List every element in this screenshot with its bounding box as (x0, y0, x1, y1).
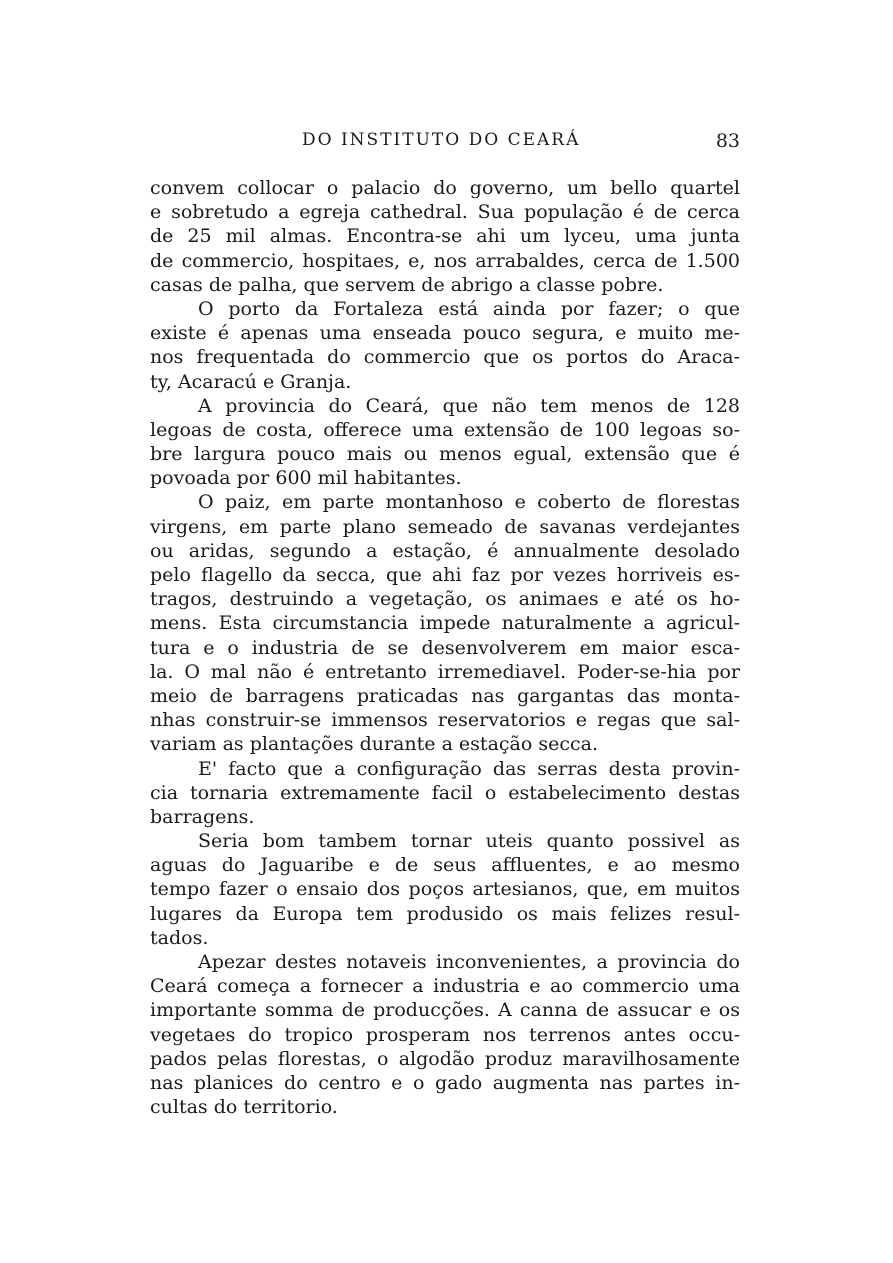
text-line: nhas construir-se immensos reservatorios e regas que sal- (150, 709, 740, 732)
text-line: e sobretudo a egreja cathedral. Sua população é de cerca (150, 201, 740, 224)
text-line: la. O mal não é entretanto irremediavel. Poder-se-hia por (150, 660, 740, 683)
text-line: pados pelas florestas, o algodão produz maravilhosamente (150, 1047, 740, 1070)
text-line: ty, Acaracú e Granja. (150, 370, 352, 393)
text-line: variam as plantações durante a estação secca. (150, 733, 598, 756)
text-line: meio de barragens praticadas nas gargantas das monta- (150, 684, 740, 707)
paragraph (150, 176, 740, 297)
text-line: de 25 mil almas. Encontra-se ahi um lyceu, uma junta (150, 225, 740, 248)
running-head (150, 130, 740, 156)
text-line: A provincia do Ceará, que não tem menos de 128 (198, 394, 740, 417)
text-line: casas de palha, que servem de abrigo a classe pobre. (150, 273, 664, 296)
text-line: O paiz, em parte montanhoso e coberto de florestas (198, 491, 740, 514)
text-line: ou aridas, segundo a estação, é annualmente desolado (150, 539, 740, 562)
text-line: Apezar destes notaveis inconvenientes, a provincia do (198, 951, 740, 973)
text-line: tura e o industria de se desenvolverem em maior esca- (150, 636, 740, 659)
text-line: convem collocar o palacio do governo, um bello quartel (150, 177, 740, 199)
text-line: povoada por 600 mil habitantes. (150, 467, 462, 490)
paragraph (150, 394, 740, 491)
text-line: cultas do territorio. (150, 1096, 338, 1119)
paragraph (150, 829, 740, 950)
text-line: tados. (150, 926, 209, 949)
text-line: Seria bom tambem tornar uteis quanto possivel as (198, 830, 740, 853)
text-line: tragos, destruindo a vegetação, os animaes e até os ho- (150, 588, 740, 611)
page-number: 83 (715, 130, 740, 152)
paragraph (150, 757, 740, 830)
text-line: lugares da Europa tem produsido os mais felizes resul- (150, 902, 740, 925)
text-line: virgens, em parte plano semeado de savanas verdejantes (150, 515, 740, 538)
text-line: nos frequentada do commercio que os portos do Araca- (150, 346, 740, 369)
paragraph (150, 490, 740, 756)
text-line: barragens. (150, 805, 255, 828)
text-line: vegetaes do tropico prosperam nos terrenos antes occu- (150, 1023, 740, 1046)
paragraph (150, 950, 740, 1119)
text-line: pelo flagello da secca, que ahi faz por vezes horriveis es- (150, 564, 740, 586)
text-line: Ceará começa a fornecer a industria e ao commercio uma (150, 975, 740, 998)
text-line: de commercio, hospitaes, e, nos arrabaldes, cerca de 1.500 (150, 249, 740, 272)
text-line: E' facto que a configuração das serras desta provin- (198, 757, 740, 780)
paragraph (150, 297, 740, 394)
text-line: legoas de costa, offerece uma extensão de 100 legoas so- (150, 418, 740, 441)
text-line: bre largura pouco mais ou menos egual, extensão que é (150, 443, 740, 466)
body-text (150, 176, 740, 1119)
running-title: DO INSTITUTO DO CEARÁ (302, 130, 581, 150)
text-line: cia tornaria extremamente facil o estabelecimento destas (150, 781, 740, 804)
text-line: aguas do Jaguaribe e de seus affluentes, e ao mesmo (150, 854, 740, 877)
text-line: existe é apenas uma enseada pouco segura, e muito me- (150, 322, 740, 345)
text-line: tempo fazer o ensaio dos poços artesianos, que, em muitos (150, 878, 740, 901)
text-line: O porto da Fortaleza está ainda por fazer; o que (198, 297, 740, 320)
text-line: mens. Esta circumstancia impede naturalmente a agricul- (150, 612, 740, 635)
text-line: importante somma de producções. A canna de assucar e os (150, 999, 740, 1022)
text-line: nas planices do centro e o gado augmenta nas partes in- (150, 1071, 740, 1094)
